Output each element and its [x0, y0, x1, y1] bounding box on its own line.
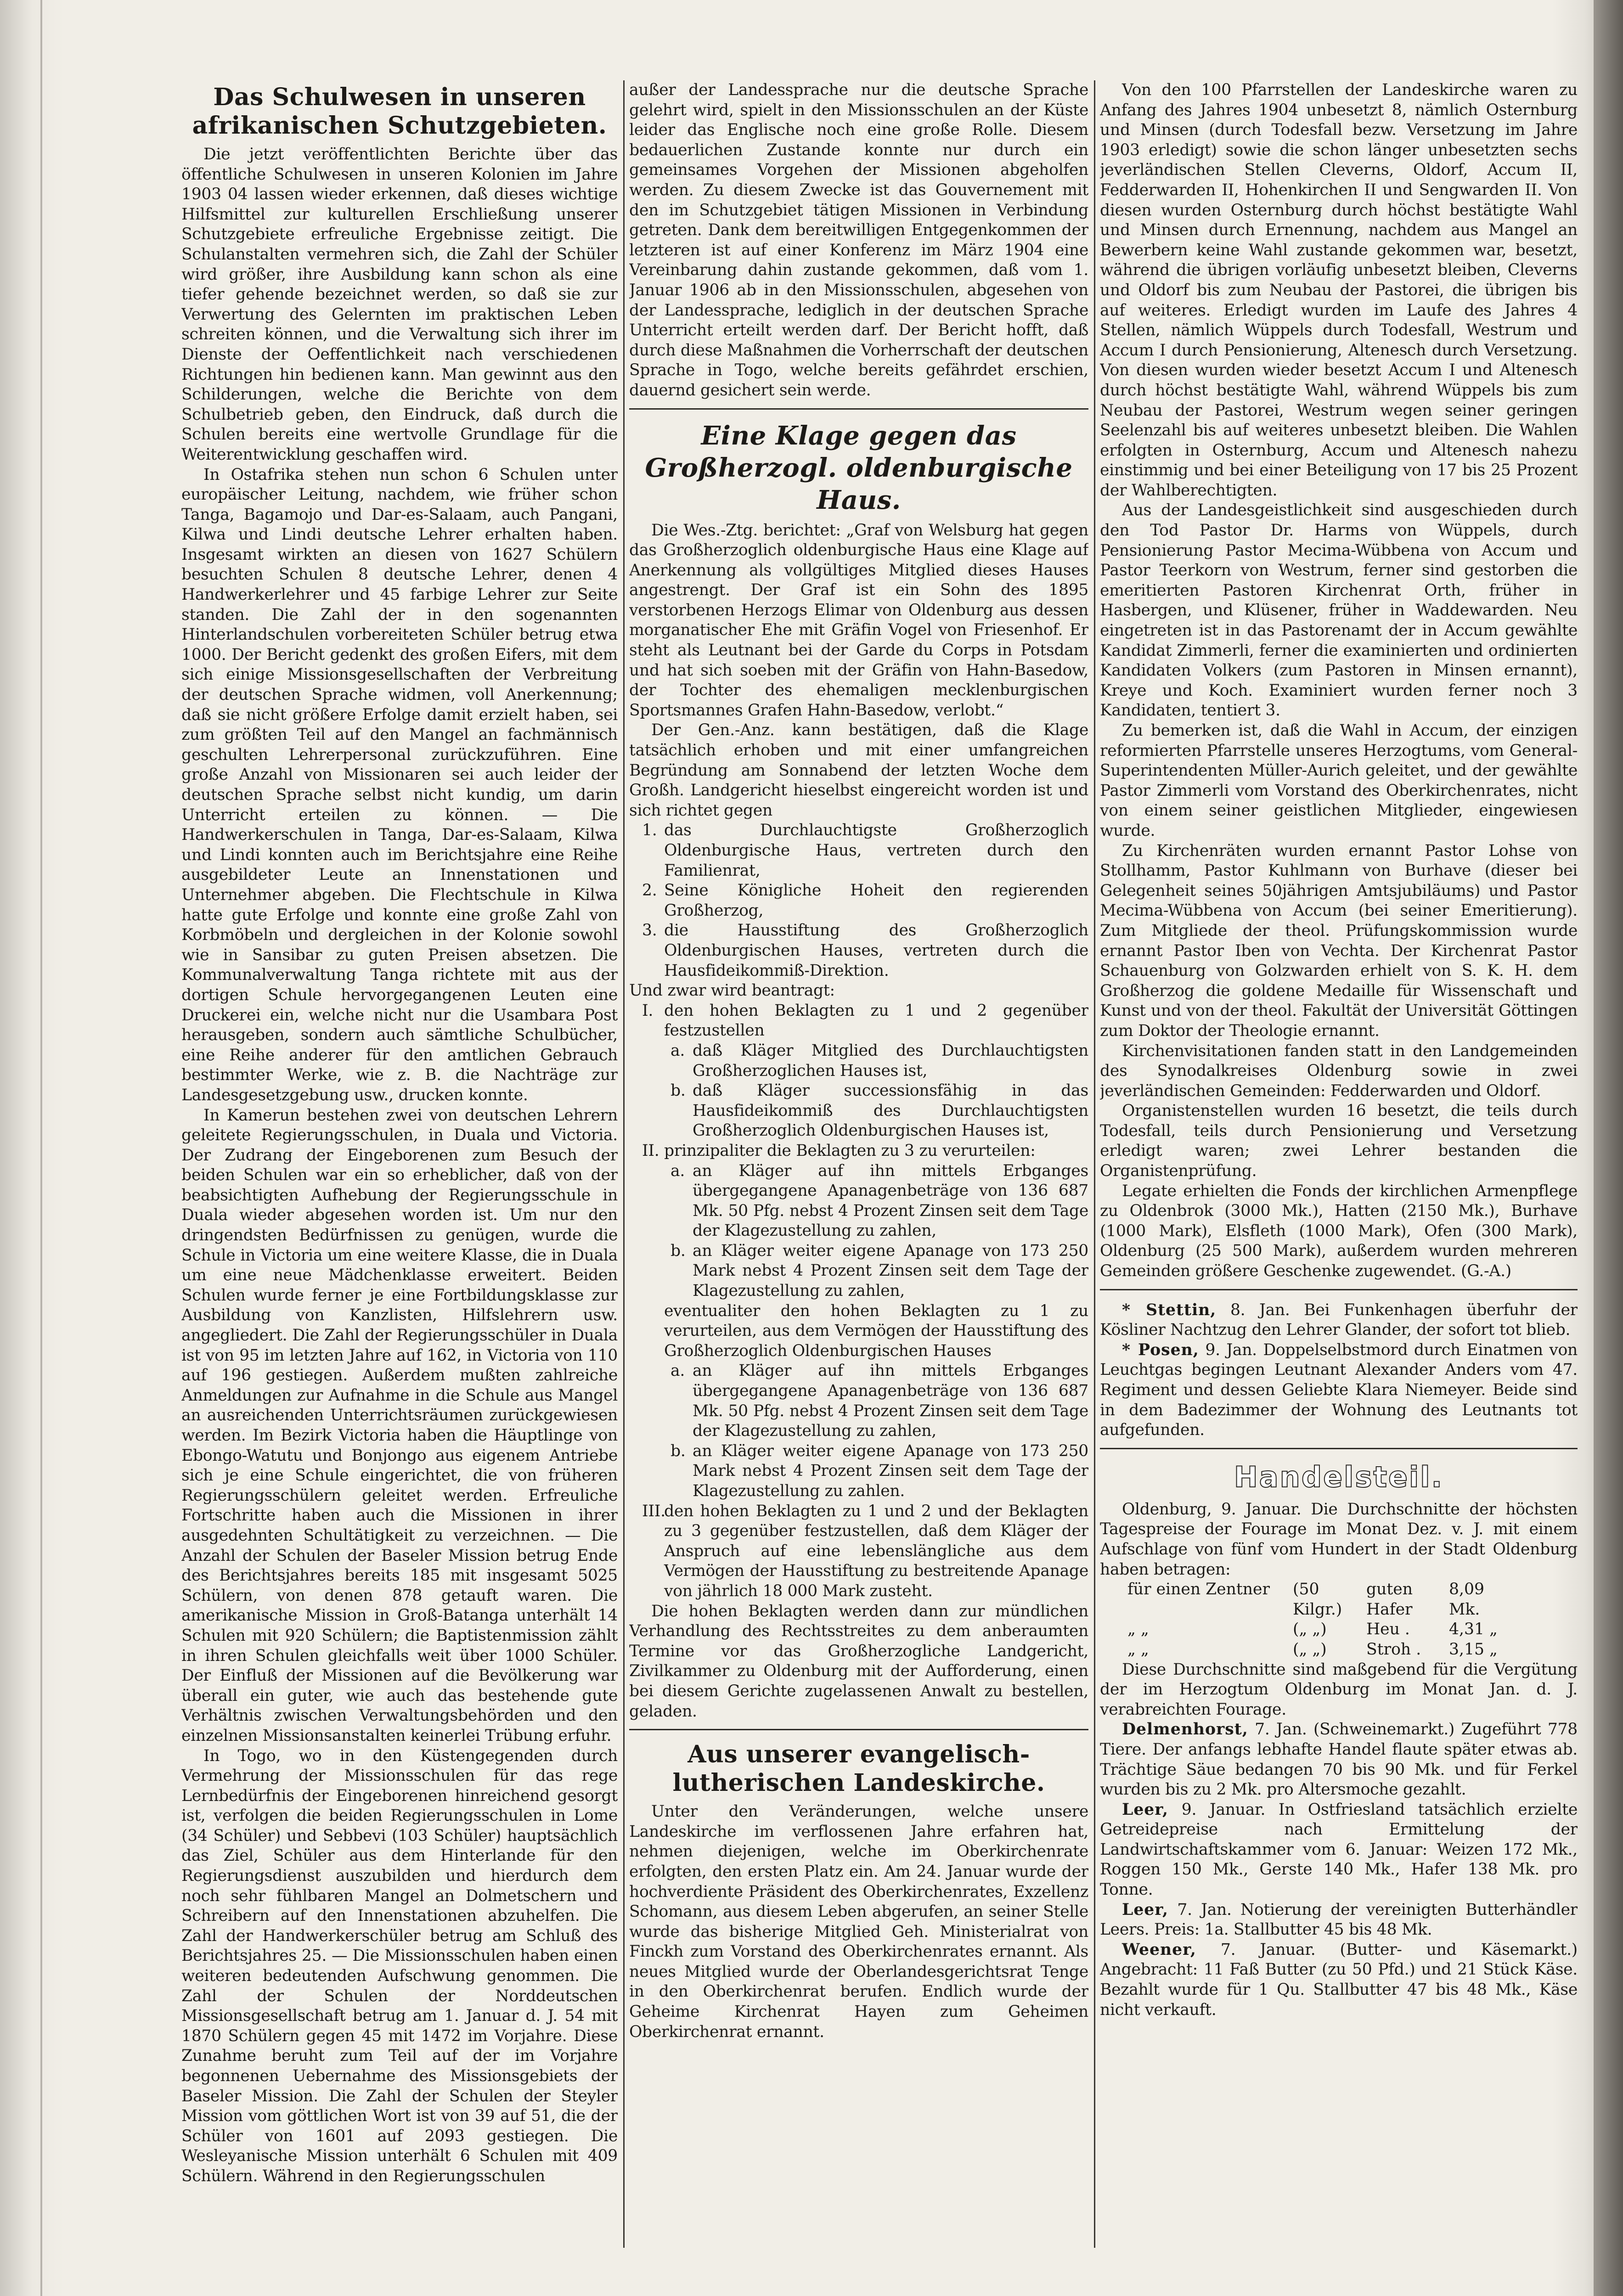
kirche-headline: Aus unserer evangelisch-lutherischen Landeskirche. [672, 1740, 1045, 1797]
kirche-paragraph: Zu bemerken ist, daß die Wahl in Accum, der einzigen reformierten Pfarrstelle unseres Herzogtums, vom General-Superintendenten Müller-Aurich geleitet, und der gewählte Pastor Zimmerli vom Vorstand des Oberkirchenrates, nicht von einem seiner geistlichen Mitglieder, eingewiesen wurde. [1100, 721, 1578, 840]
defendant-item [642, 821, 1088, 881]
schulwesen-paragraph: Die jetzt veröffentlichten Berichte über das öffentliche Schulwesen in unseren Kolonien im Jahre 1903 04 lassen wieder erkennen, daß dieses wichtige Hilfsmittel zur kulturellen Erschließung unserer Schutzgebiete erfreuliche Ergebnisse zeitigt. Die Schulanstalten vermehren sich, die Zahl der Schüler wird größer, ihre Ausbildung kann schon als eine tiefer gehende bezeichnet werden, so daß sie zur Verwertung des Gelernten im praktischen Leben schreiten können, und die Verwaltung sich ihrer im Dienste der Oeffentlichkeit nach verschiedenen Richtungen hin bedienen kann. Man gewinnt aus den Schilderungen, welche die Berichte von dem Schulbetrieb geben, den Eindruck, daß durch die Schulen bereits eine wertvolle Grundlage für die Weiterentwicklung geschaffen wird. [181, 145, 618, 464]
claim-list [629, 1001, 1088, 1602]
market-text: 7. Jan. Notierung der vereinigten Butterhändler Leers. Preis: 1a. Stallbutter 45 bis 48 Mk. [1100, 1900, 1578, 1939]
section-rule [629, 1729, 1088, 1733]
kirche-paragraph: Zu Kirchenräten wurden ernannt Pastor Lohse von Stollhamm, Pastor Kuhlmann von Burhave (dieser bei Gelegenheit seines 50jährigen Amtsjubiläums) und Pastor Mecima-Wübbena von Accum (bei seiner Emeritierung). Zum Mitgliede der theol. Prüfungskommission wurde ernannt Pastor Iben von Vechta. Der Kirchenrat Pastor Schauenburg von Golzwarden erhielt von S. K. H. dem Großherzog die goldene Medaille für Wissenschaft und Kunst und von der theol. Fakultät der Universität Göttingen zum Doktor der Theologie ernannt. [1100, 841, 1578, 1040]
claim-item [671, 1441, 1088, 1502]
column-3 [1100, 80, 1578, 2266]
column-2 [629, 80, 1088, 2266]
defendant-list [629, 821, 1088, 981]
schulwesen-paragraph: In Ostafrika stehen nun schon 6 Schulen unter europäischer Leitung, nachdem, wie früher schon Tanga, Bagamojo und Dar-es-Salaam, auch Pangani, Kilwa und Lindi deutsche Lehrer erhalten haben. Insgesamt wirkten an diesen von 1627 Schülern besuchten Schulen 8 deutsche Lehrer, denen 4 Handwerkerlehrer und 45 farbige Lehrer zur Seite standen. Die Zahl der in den sogenannten Hinterlandschulen vorbereiteten Schüler betrug etwa 1000. Der Bericht gedenkt des großen Eifers, mit dem sich einige Missionsgesellschaften der Verbreitung der deutschen Sprache widmen, voll Anerkennung; daß sie nicht größere Erfolge damit erzielt haben, sei zum größten Teil auf den Mangel an fachmännisch geschulten Lehrerpersonal zurückzuführen. Eine große Anzahl von Missionaren sei auch leider der deutschen Sprache selbst nicht kundig, um darin Unterricht erteilen zu können. — Die Handwerkerschulen in Tanga, Dar-es-Salaam, Kilwa und Lindi konnten auch im Berichtsjahre eine Reihe ausgebildeter Leute an Innenstationen und Unternehmer abgeben. Die Flechtschule in Kilwa hatte gute Erfolge und konnte eine große Zahl von Korbmöbeln und dergleichen in der Kolonie sowohl wie in Sansibar zu guten Preisen absetzen. Die Kommunalverwaltung Tanga richtete mit aus der dortigen Schule hervorgegangenen Leuten eine Druckerei ein, welche nicht nur die Usambara Post herausgeben, sondern auch sämtliche Schulbücher, eine Reihe anderer für den amtlichen Gebrauch bestimmter Werke, wie z. B. die Nachträge zur Landesgesetzgebung usw., drucken konnte. [181, 465, 618, 1104]
item-marker: 2. [642, 881, 657, 900]
market-report [1100, 1720, 1578, 1800]
defendant-item [642, 921, 1088, 981]
schulwesen-continuation: außer der Landessprache nur die deutsche Sprache gelehrt wird, spielt in den Missionsschulen an der Küste leider das Englische noch eine große Rolle. Diesem bedauerlichen Zustande konnte nur durch ein gemeinsames Vorgehen der Missionen abgeholfen werden. Zu diesem Zwecke ist das Gouvernement mit den im Schutzgebiet tätigen Missionen in Verbindung getreten. Dank dem bereitwilligen Entgegenkommen der letzteren ist auf einer Konferenz im März 1904 eine Vereinbarung dahin zustande gekommen, daß vom 1. Januar 1906 ab in den Missionsschulen, abgesehen von der Landessprache, lediglich in der deutschen Sprache Unterricht erteilt werden darf. Der Bericht hofft, daß durch diese Maßnahmen die Vorherrschaft der deutschen Sprache in Togo, welche bereits gefährdet erschien, dauernd gesichert sein werde. [629, 81, 1088, 400]
item-text: Seine Königliche Hoheit den regierenden Großherzog, [664, 881, 1088, 920]
news-list [1100, 1300, 1578, 1441]
kirche-paragraph: Von den 100 Pfarrstellen der Landeskirche waren zu Anfang des Jahres 1904 unbesetzt 8, nämlich Osternburg und Minsen (durch Todesfall bezw. Versetzung im Jahre 1903 erledigt) sowie die schon länger unbesetzten sechs jeverländischen Stellen Cleverns, Oldorf, Accum II, Fedderwarden II, Hohenkirchen II und Sengwarden II. Von diesen wurden Osternburg durch höchst bestätigte Wahl und Minsen durch Ernennung, nachdem aus Mangel an Bewerbern keine Wahl zustande gekommen war, besetzt, während die übrigen vorläufig unbesetzt bleiben, Cleverns und Oldorf bis zum Neubau der Pastorei, die übrigen bis auf weiteres. Erledigt wurden im Laufe des Jahres 4 Stellen, nämlich Wüppels durch Todesfall, Westrum und Accum I durch Pensionierung, Altenesch durch Versetzung. Von diesen wurden wieder besetzt Accum I und Altenesch durch höchst bestätigte Wahl, während Wüppels bis zum Neubau der Pastorei, Westrum wegen seiner geringen Seelenzahl bis auf weiteres unbesetzt bleiben. Die Wahlen erfolgten in Osternburg, Accum und Altenesch nahezu einstimmig und bei einer Beteiligung von 17 bis 25 Prozent der Wahlberechtigten. [1100, 81, 1578, 500]
item-text: eventualiter den hohen Beklagten zu 1 zu verurteilen, aus dem Vermögen der Hausstiftung des Großherzoglich Oldenburgischen Hauses [664, 1301, 1088, 1360]
claim-item [671, 1241, 1088, 1301]
item-marker: II. [642, 1141, 659, 1160]
claim-item [642, 1502, 1088, 1602]
kirche-paragraph: Legate erhielten die Fonds der kirchlichen Armenpflege zu Oldenbrok (3000 Mk.), Hatten (2150 Mk.), Burhave (1000 Mark), Elsfleth (1000 Mark), Ofen (300 Mark), Oldenburg (25 500 Mark), außerdem wurden mehreren Gemeinden größere Geschenke zugewendet. (G.-A.) [1100, 1182, 1578, 1281]
news-text: 9. Jan. Doppelselbstmord durch Einatmen von Leuchtgas begingen Leutnant Alexander Anders vom 47. Regiment und dessen Geliebte Klara Niemeyer. Beide sind in dem Badezimmer der Wohnung des Leutnants tot aufgefunden. [1100, 1340, 1578, 1440]
market-text: 9. Januar. In Ostfriesland tatsächlich erzielte Getreidepreise nach Ermittelung der Landwirtschaftskammer vom 6. Januar: Weizen 172 Mk., Roggen 150 Mk., Gerste 140 Mk., Hafer 138 Mk. pro Tonne. [1100, 1800, 1578, 1899]
price-row [1127, 1620, 1578, 1640]
item-text: daß Kläger Mitglied des Durchlauchtigsten Großherzoglichen Hauses ist, [693, 1041, 1088, 1080]
price-cell: Heu . [1366, 1620, 1410, 1639]
column-divider-2 [1094, 80, 1095, 2248]
news-item [1100, 1340, 1578, 1441]
column-1 [181, 80, 618, 2266]
item-marker: b. [671, 1241, 686, 1260]
binding-fold [40, 0, 42, 2296]
page-edge [1594, 0, 1623, 2296]
market-report [1100, 1900, 1578, 1940]
news-text: 8. Jan. Bei Funkenhagen überfuhr der Kösliner Nachtzug den Lehrer Glander, der sofort tot blieb. [1100, 1300, 1578, 1339]
column-divider-1 [623, 80, 625, 2248]
item-text: prinzipaliter die Beklagten zu 3 zu verurteilen: [664, 1141, 1036, 1160]
item-marker: b. [671, 1081, 686, 1100]
section-rule [629, 408, 1088, 412]
price-cell: 3,15 „ [1449, 1640, 1498, 1659]
schulwesen-paragraph: In Togo, wo in den Küstengegenden durch Vermehrung der Missionsschulen für das rege Lernbedürfnis der Eingeborenen hinreichend gesorgt ist, verfolgen die beiden Regierungsschulen in Lome (34 Schüler) und Sebbevi (103 Schüler) hauptsächlich das Ziel, Schüler aus dem Hinterlande für den Regierungsdienst auszubilden und hierdurch dem noch sehr fühlbaren Mangel an Dolmetschern und Schreibern auf den Innenstationen abzuhelfen. Die Zahl der Handwerkerschüler betrug am Schluß des Berichtsjahres 25. — Die Missionsschulen haben einen weiteren bedeutenden Aufschwung genommen. Die Zahl der Schulen der Norddeutschen Missionsgesellschaft betrug am 1. Januar d. J. 54 mit 1870 Schülern gegen 45 mit 1472 im Vorjahre. Diese Zunahme beruht zum Teil auf der im Vorjahre begonnenen Uebernahme des Missionsgebiets der Baseler Mission. Die Zahl der Schulen der Steyler Mission vom göttlichen Wort ist von 39 auf 51, die der Schüler von 1601 auf 2093 gestiegen. Die Wesleyanische Mission unterhält 6 Schulen mit 409 Schülern. Während in den Regierungsschulen [181, 1746, 618, 2185]
news-item [1100, 1300, 1578, 1340]
claim-item [671, 1161, 1088, 1241]
news-place: * Stettin, [1122, 1300, 1217, 1319]
price-cell: Stroh . [1366, 1640, 1421, 1659]
item-marker: I. [642, 1001, 654, 1020]
item-marker: a. [671, 1041, 685, 1060]
item-marker: III. [642, 1502, 665, 1520]
item-text: den hohen Beklagten zu 1 und 2 und der Beklagten zu 3 gegenüber festzustellen, daß dem Kläger der Anspruch auf eine lebenslängliche aus dem Vermögen der Hausstiftung zu bestreitende Apanage von jährlich 18 000 Mark zusteht. [664, 1502, 1088, 1600]
item-marker: 3. [642, 921, 657, 940]
item-marker: a. [671, 1161, 685, 1180]
schulwesen-paragraph: In Kamerun bestehen zwei von deutschen Lehrern geleitete Regierungsschulen, in Duala und Victoria. Der Zudrang der Eingeborenen zum Besuch der beiden Schulen war ein so erheblicher, daß von der beabsichtigten Aufhebung der Regierungsschule in Duala wieder abgesehen worden ist. Um nur den dringendsten Bedürfnissen zu genügen, wurde die Schule in Victoria um eine weitere Klasse, die in Duala um eine neue Mädchenklasse erweitert. Beiden Schulen wurde ferner je eine Fortbildungsklasse zur Ausbildung von Kanzlisten, Hilfslehrern usw. angegliedert. Die Zahl der Regierungsschüler in Duala ist von 95 im letzten Jahre auf 162, in Victoria von 110 auf 196 gestiegen. Außerdem mußten zahlreiche Anmeldungen zur Aufnahme in die Schule aus Mangel an ausreichenden Unterrichtsräumen zurückgewiesen werden. Im Bezirk Victoria haben die Häuptlinge von Ebongo-Watutu und Bonjongo aus eigenem Antriebe sich je eine Schule eingerichtet, die von früheren Regierungsschülern geleitet werden. Erfreuliche Fortschritte haben auch die Missionen in ihrer ausgedehnten Schultätigkeit zu verzeichnen. — Die Anzahl der Schulen der Baseler Mission betrug Ende des Berichtsjahres bereits 185 mit insgesamt 5025 Schülern, von denen 878 getauft waren. Die amerikanische Mission in Groß-Batanga unterhält 14 Schulen mit 920 Schülern; die Baptistenmission zählt in ihren Schulen gleichfalls weit über 1000 Schüler. Der Einfluß der Missionen auf die Bevölkerung war überall ein guter, wie auch das bestehende gute Verhältnis zwischen Verwaltungsbehörden und den einzelnen Missionsanstalten keinerlei Trübung erfuhr. [181, 1106, 618, 1745]
market-place: Weener, [1122, 1940, 1196, 1959]
price-cell: (50 Kilgr.) [1293, 1580, 1342, 1619]
price-cell: „ „ [1127, 1640, 1149, 1659]
claim-item [671, 1361, 1088, 1441]
kirche-paragraph: Organistenstellen wurden 16 besetzt, die teils durch Todesfall, teils durch Pensionierung und Versetzung erledigt waren; zwei Lehrer bestanden die Organistenprüfung. [1100, 1102, 1578, 1181]
market-place: Leer, [1122, 1900, 1169, 1919]
item-text: die Hausstiftung des Großherzoglich Oldenburgischen Hauses, vertreten durch die Hausfideikommiß-Direktion. [664, 921, 1088, 980]
claim-item [642, 1141, 1088, 1161]
kirche-paragraph: Kirchenvisitationen fanden statt in den Landgemeinden des Synodalkreises Oldenburg sowie in zwei jeverländischen Gemeinden: Fedderwarden und Oldorf. [1100, 1041, 1578, 1100]
item-text: an Kläger auf ihn mittels Erbganges übergegangene Apanagenbeträge von 136 687 Mk. 50 Pfg. nebst 4 Prozent Zinsen seit dem Tage der Klagezustellung zu zahlen, [693, 1362, 1088, 1441]
section-rule [1100, 1448, 1578, 1452]
item-marker: a. [671, 1362, 685, 1380]
handel-note: Diese Durchschnitte sind maßgebend für die Vergütung der im Herzogtum Oldenburg im Monat Jan. d. J. verabreichten Fourage. [1100, 1660, 1578, 1719]
price-cell: („ „) [1293, 1640, 1327, 1659]
klage-paragraph: Die Wes.-Ztg. berichtet: „Graf von Welsburg hat gegen das Großherzoglich oldenburgische Haus eine Klage auf Anerkennung als vollgültiges Mitglied dieses Hauses angestrengt. Der Graf ist ein Sohn des 1895 verstorbenen Herzogs Elimar von Oldenburg aus dessen morganatischer Ehe mit Gräfin Vogel von Friesenhof. Er steht als Leutnant bei der Garde du Corps in Potsdam und hat sich soeben mit der Gräfin von Hahn-Basedow, der Tochter des ehemaligen mecklenburgischen Sportsmannes Grafen Hahn-Basedow, verlobt.“ [629, 521, 1088, 720]
kirche-paragraph: Aus der Landesgeistlichkeit sind ausgeschieden durch den Tod Pastor Dr. Harms von Wüppels, durch Pensionierung Pastor Mecima-Wübbena von Accum und Pastor Teerkorn von Westrum, ferner sind gestorben die emeritierten Pastoren Kirchenrat Orth, früher in Hasbergen, und Klüsener, früher in Waddewarden. Neu eingetreten ist in das Pastorenamt der in Accum gewählte Kandidat Zimmerli, ferner die examinierten und ordinierten Kandidaten Volkers (zum Pastoren in Minsen ernannt), Kreye und Koch. Examiniert wurden ferner noch 3 Kandidaten, tentiert 3. [1100, 501, 1578, 720]
fourage-price-table [1100, 1580, 1578, 1660]
handelsteil-headline: Handelsteil. [1234, 1460, 1444, 1494]
market-list [1100, 1720, 1578, 2020]
item-text: an Kläger weiter eigene Apanage von 173 250 Mark nebst 4 Prozent Zinsen seit dem Tage der Klagezustellung zu zahlen, [693, 1241, 1088, 1300]
kirche-paragraph: Unter den Veränderungen, welche unsere Landeskirche im verflossenen Jahre erfahren hat, nehmen diejenigen, welche im Oberkirchenrate erfolgten, den ersten Platz ein. Am 24. Januar wurde der hochverdiente Präsident des Oberkirchenrates, Exzellenz Schomann, aus diesem Leben abgerufen, an seiner Stelle wurde das bisherige Mitglied Geh. Ministerialrat von Finckh zum Vorstand des Oberkirchenrates ernannt. Als neues Mitglied wurde der Oberlandesgerichtsrat Tenge in den Oberkirchenrat berufen. Endlich wurde der Geheime Kirchenrat Hayen zum Geheimen Oberkirchenrat ernannt. [629, 1802, 1088, 2041]
price-cell: für einen Zentner [1127, 1580, 1270, 1599]
price-cell: „ „ [1127, 1620, 1149, 1639]
price-row [1127, 1640, 1578, 1660]
price-row [1127, 1580, 1578, 1620]
klage-headline: Eine Klage gegen das Großherzogl. oldenburgische Haus. [645, 420, 1073, 515]
item-text: an Kläger weiter eigene Apanage von 173 250 Mark nebst 4 Prozent Zinsen seit dem Tage der Klagezustellung zu zahlen. [693, 1441, 1088, 1500]
handel-oldenburg: Oldenburg, 9. Januar. Die Durchschnitte der höchsten Tagespreise der Fourage im Monat Dez. v. J. mit einem Aufschlage von fünf vom Hundert in der Stadt Oldenburg haben betragen: [1100, 1500, 1578, 1579]
defendant-item [642, 881, 1088, 921]
market-text: 7. Jan. (Schweinemarkt.) Zugeführt 778 Tiere. Der anfangs lebhafte Handel flaute später etwas ab. Trächtige Säue bedangen 70 bis 90 Mk. und für Ferkel wurden bis zu 2 Mk. pro Altersmoche gezahlt. [1100, 1720, 1578, 1799]
item-marker: 1. [642, 821, 657, 840]
price-cell: 4,31 „ [1449, 1620, 1498, 1639]
item-text: den hohen Beklagten zu 1 und 2 gegenüber festzustellen [664, 1001, 1088, 1040]
market-place: Leer, [1122, 1800, 1169, 1819]
section-rule [1100, 1289, 1578, 1293]
market-place: Delmenhorst, [1122, 1720, 1248, 1739]
claim-item [671, 1041, 1088, 1081]
claim-item [642, 1001, 1088, 1041]
price-cell: guten Hafer [1366, 1580, 1413, 1619]
klage-closing: Die hohen Beklagten werden dann zur mündlichen Verhandlung des Rechtsstreites zu dem anberaumten Termine vor das Großherzogliche Landgericht, Zivilkammer zu Oldenburg mit der Aufforderung, einen bei diesem Gerichte zugelassenen Anwalt zu bestellen, geladen. [629, 1602, 1088, 1721]
price-cell: 8,09 Mk. [1449, 1580, 1484, 1619]
price-cell: („ „) [1293, 1620, 1327, 1639]
schulwesen-headline: Das Schulwesen in unseren afrikanischen Schutzgebieten. [192, 83, 607, 140]
market-text: 7. Januar. (Butter- und Käsemarkt.) Angebracht: 11 Faß Butter (zu 50 Pfd.) und 21 Stück Käse. Bezahlt wurde für 1 Qu. Stallbutter 47 bis 48 Mk., Käse nicht verkauft. [1100, 1940, 1578, 2019]
item-marker: b. [671, 1441, 686, 1460]
item-text: das Durchlauchtigste Großherzoglich Oldenburgische Haus, vertreten durch den Familienrat, [664, 821, 1088, 880]
market-report [1100, 1800, 1578, 1900]
item-text: daß Kläger successionsfähig in das Hausfideikommiß des Durchlauchtigsten Großherzoglich Oldenburgischen Hauses ist, [693, 1081, 1088, 1140]
market-report [1100, 1940, 1578, 2020]
klage-beantragt: Und zwar wird beantragt: [629, 981, 835, 1000]
item-text: an Kläger auf ihn mittels Erbganges übergegangene Apanagenbeträge von 136 687 Mk. 50 Pfg. nebst 4 Prozent Zinsen seit dem Tage der Klagezustellung zu zahlen, [693, 1161, 1088, 1240]
claim-item [642, 1301, 1088, 1362]
klage-paragraph: Der Gen.-Anz. kann bestätigen, daß die Klage tatsächlich erhoben und mit einer umfangreichen Begründung am Sonnabend der letzten Woche dem Großh. Landgericht hieselbst eingereicht worden ist und sich richtet gegen [629, 721, 1088, 820]
claim-item [671, 1081, 1088, 1141]
news-place: * Posen, [1122, 1340, 1199, 1359]
